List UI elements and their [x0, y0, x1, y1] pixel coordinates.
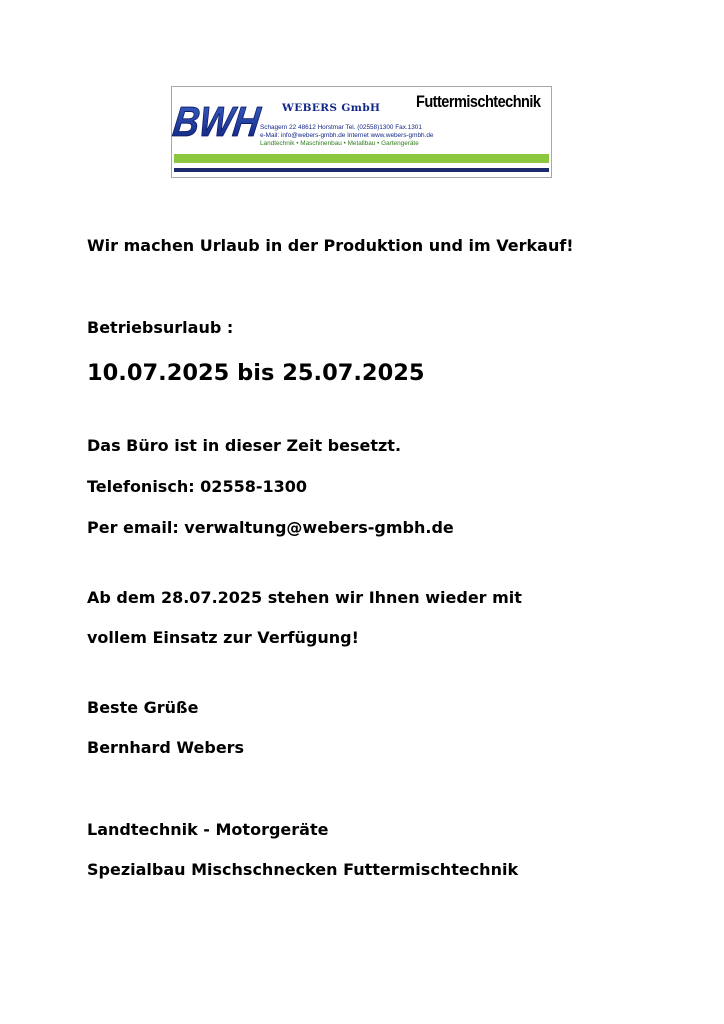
product-name: Futtermischtechnik [416, 93, 541, 111]
return-line-1: Ab dem 28.07.2025 stehen wir Ihnen wieder mit [87, 588, 522, 607]
vacation-label: Betriebsurlaub : [87, 318, 234, 337]
blue-stripe [174, 168, 549, 172]
office-note: Das Büro ist in dieser Zeit besetzt. [87, 436, 402, 455]
phone-line: Telefonisch: 02558-1300 [87, 477, 308, 496]
signature: Bernhard Webers [87, 738, 245, 757]
logo-text: BWH [170, 98, 273, 146]
company-name: WEBERS GmbH [282, 102, 381, 114]
services-line: Landtechnik • Maschinenbau • Metallbau • Gartengeräte [260, 140, 419, 147]
bwh-logo [170, 90, 273, 146]
headline: Wir machen Urlaub in der Produktion und im Verkauf! [87, 236, 574, 255]
address-line: Schagern 22 48612 Horstmar Tel. (02558)1300 Fax.1301 [260, 124, 422, 131]
email-line: Per email: verwaltung@webers-gmbh.de [87, 518, 454, 537]
return-line-2: vollem Einsatz zur Verfügung! [87, 628, 359, 647]
greeting: Beste Grüße [87, 698, 199, 717]
contact-line: e-Mail: info@webers-gmbh.de Internet www.webers-gmbh.de [260, 132, 434, 139]
vacation-dates: 10.07.2025 bis 25.07.2025 [87, 360, 425, 386]
footer-line-1: Landtechnik - Motorgeräte [87, 820, 329, 839]
green-stripe [174, 154, 549, 163]
letterhead [171, 86, 552, 178]
footer-line-2: Spezialbau Mischschnecken Futtermischtechnik [87, 860, 519, 879]
